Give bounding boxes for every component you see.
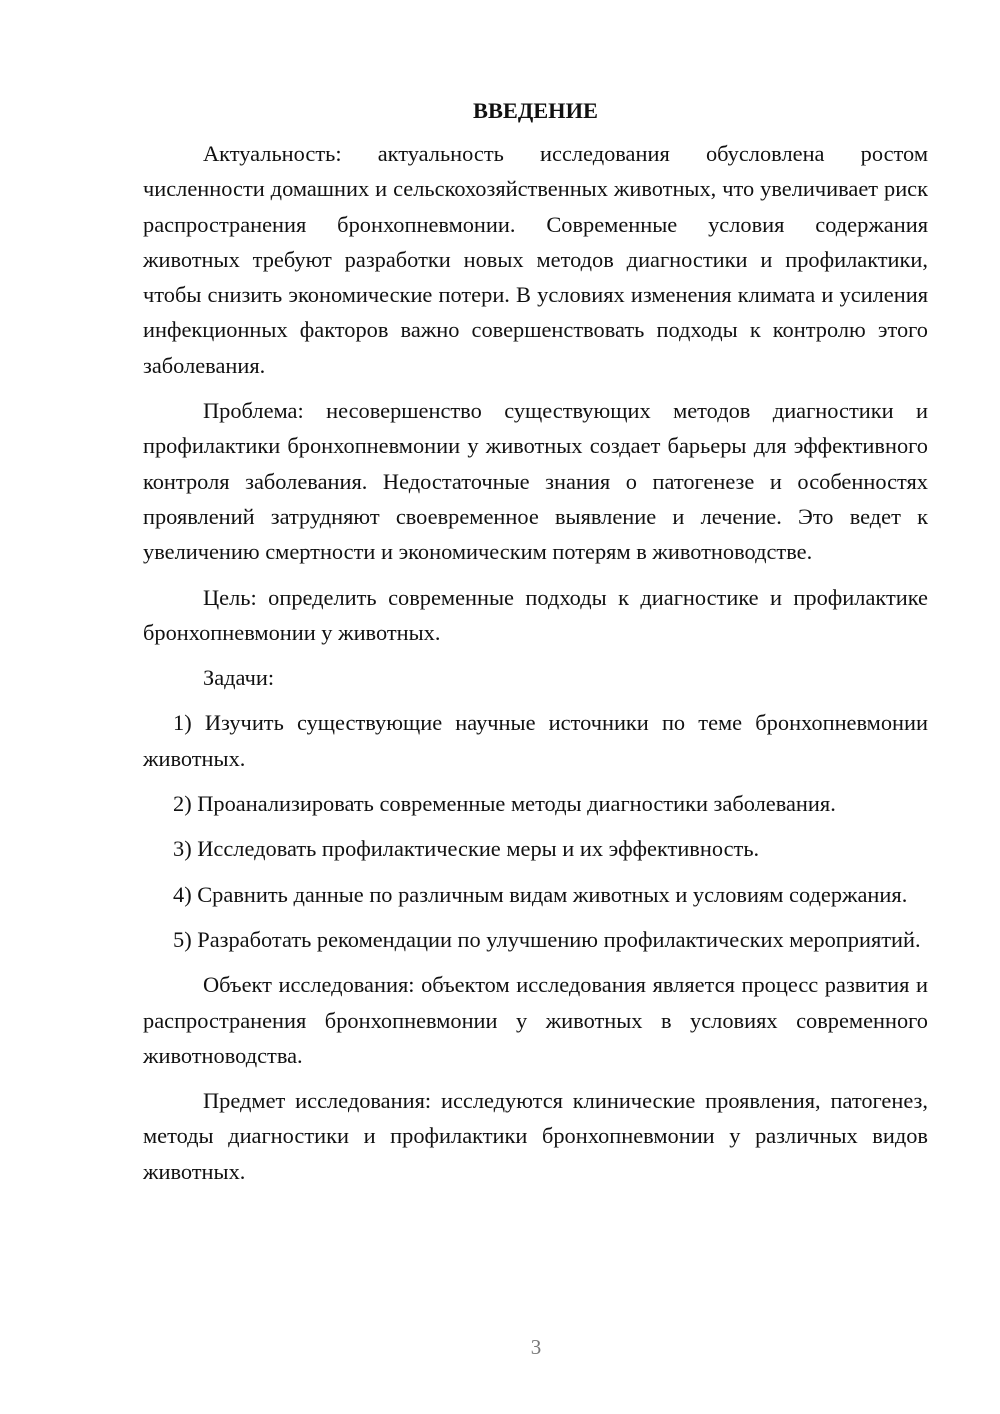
task-item-2: 2) Проанализировать современные методы диагностики заболевания. <box>173 791 836 817</box>
page-number: 3 <box>530 1335 542 1359</box>
problem-paragraph: Проблема: несовершенство существующих методов диагностики и профилактики бронхопневмонии у животных создает барьеры для эффективного контроля заболевания. Недостаточные знания о патогенезе и особенностях проявлений затрудняют своевременное выявление и лечение. Это ведет к увеличению смертности и экономическим потерям в животноводстве. <box>143 398 928 565</box>
subject-paragraph: Предмет исследования: исследуются клинические проявления, патогенез, методы диагностики и профилактики бронхопневмонии у различных видов животных. <box>143 1088 928 1184</box>
task-item-1: 1) Изучить существующие научные источники по теме бронхопневмонии животных. <box>143 710 928 771</box>
object-paragraph: Объект исследования: объектом исследования является процесс развития и распространения бронхопневмонии у животных в условиях современного животноводства. <box>143 972 928 1068</box>
task-item-4: 4) Сравнить данные по различным видам животных и условиям содержания. <box>173 881 908 907</box>
task-item-5: 5) Разработать рекомендации по улучшению профилактических мероприятий. <box>173 926 921 952</box>
goal-paragraph: Цель: определить современные подходы к диагностике и профилактике бронхопневмонии у животных. <box>143 584 928 645</box>
tasks-heading: Задачи: <box>203 665 275 691</box>
task-item-3: 3) Исследовать профилактические меры и их эффективность. <box>173 836 760 862</box>
page-content <box>143 96 928 1199</box>
relevance-paragraph: Актуальность: актуальность исследования обусловлена ростом численности домашних и сельскохозяйственных животных, что увеличивает риск распространения бронхопневмонии. Современные условия содержания животных требуют разработки новых методов диагностики и профилактики, чтобы снизить экономические потери. В условиях изменения климата и усиления инфекционных факторов важно совершенствовать подходы к контролю этого заболевания. <box>143 141 928 378</box>
section-title: ВВЕДЕНИЕ <box>473 98 598 123</box>
